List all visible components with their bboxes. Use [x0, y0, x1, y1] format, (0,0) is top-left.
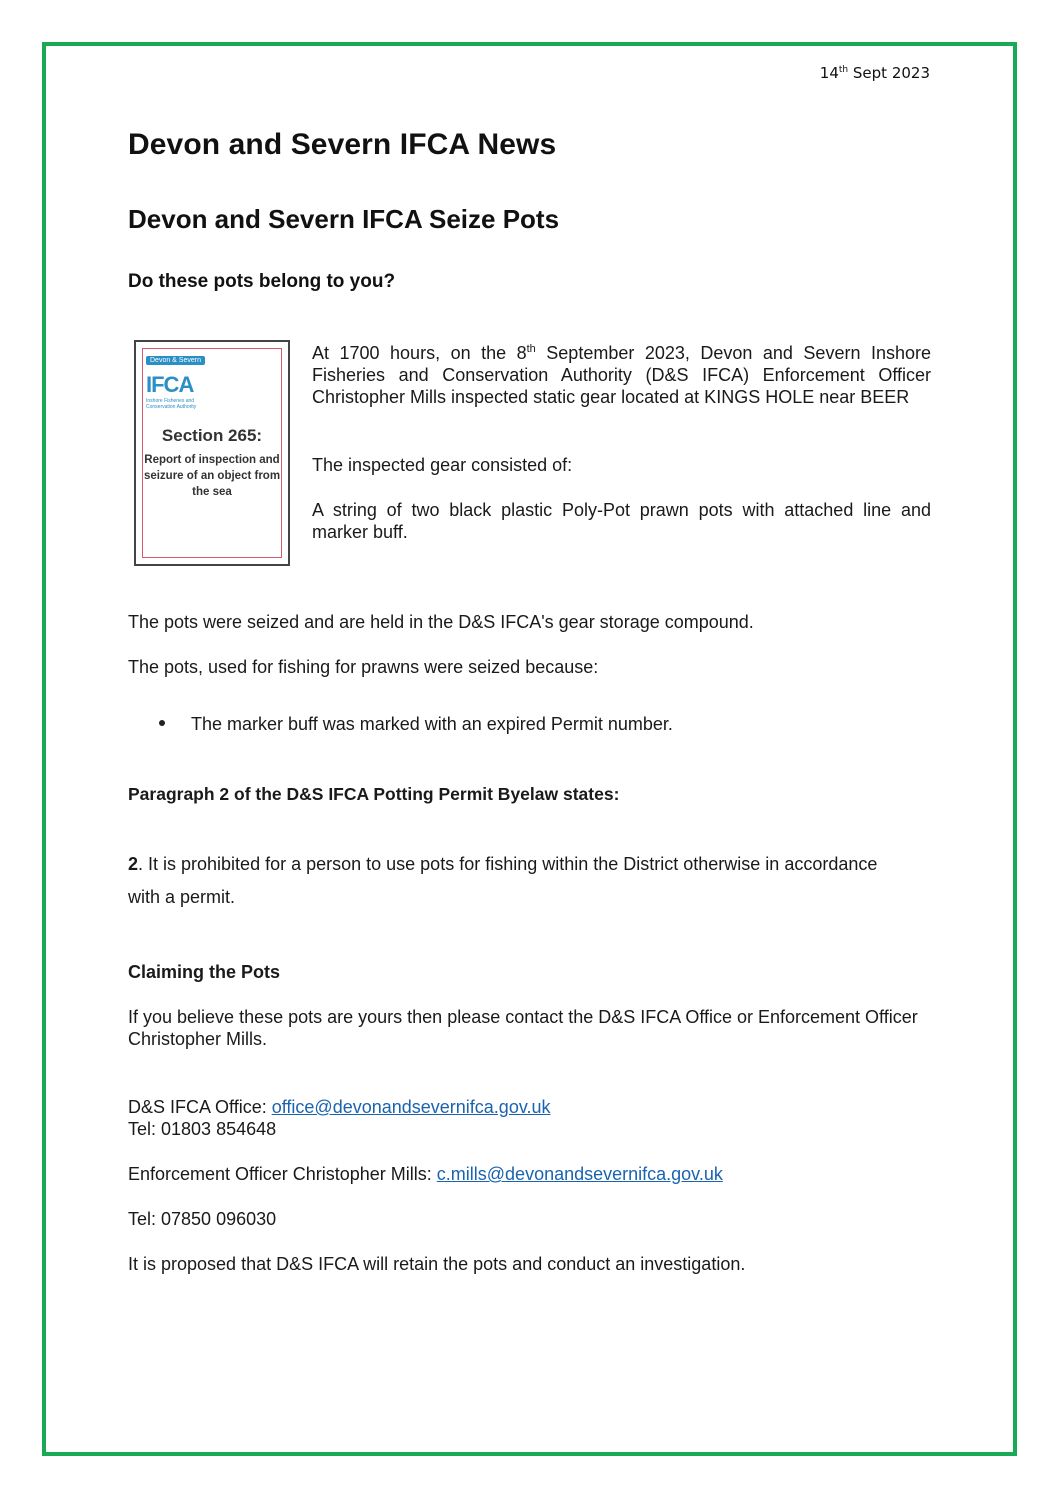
newsletter-title: Devon and Severn IFCA News: [128, 128, 557, 161]
office-email-link[interactable]: office@devonandsevernifca.gov.uk: [271, 1097, 551, 1117]
seizure-reason-item: The marker buff was marked with an expired Permit number.: [191, 714, 673, 734]
byelaw-number: 2: [128, 854, 139, 874]
claiming-text: If you believe these pots are yours then please contact the D&S IFCA Office or Enforcement Officer Christopher Mills.: [128, 1007, 918, 1049]
office-contact: [128, 1096, 551, 1140]
intro-paragraph: At 1700 hours, on the 8th September 2023, Devon and Severn Inshore Fisheries and Conservation Authority (D&S IFCA) Enforcement Officer Christopher Mills inspected static gear located at KINGS HOLE near BEER: [312, 343, 931, 407]
document-date: 14th Sept 2023: [819, 64, 930, 82]
officer-tel: Tel: 07850 096030: [128, 1209, 277, 1229]
officer-email-link[interactable]: c.mills@devonandsevernifca.gov.uk: [436, 1164, 723, 1184]
officer-contact: [128, 1163, 723, 1185]
seizure-reason-intro: The pots, used for fishing for prawns were seized because:: [128, 657, 599, 677]
closing-statement: It is proposed that D&S IFCA will retain the pots and conduct an investigation.: [128, 1254, 746, 1274]
claiming-heading: Claiming the Pots: [128, 962, 281, 982]
cover-tagline: Inshore Fisheries and Conservation Authority: [146, 398, 197, 410]
page-border: [42, 42, 1017, 1456]
gear-label: The inspected gear consisted of:: [312, 455, 573, 475]
article-question: Do these pots belong to you?: [128, 271, 396, 292]
ifca-logo: IFCA: [146, 372, 194, 397]
office-tel: Tel: 01803 854648: [128, 1119, 277, 1139]
report-cover-image: [134, 340, 290, 566]
byelaw-heading: Paragraph 2 of the D&S IFCA Potting Permit Byelaw states:: [128, 784, 620, 804]
byelaw-text: 2. It is prohibited for a person to use pots for fishing within the District otherwise in accordance with a permit.: [128, 854, 878, 907]
gear-description: A string of two black plastic Poly-Pot prawn pots with attached line and marker buff.: [312, 500, 931, 542]
cover-title: Section 265:: [161, 426, 263, 445]
article-headline: Devon and Severn IFCA Seize Pots: [128, 204, 560, 234]
bullet-icon: [159, 720, 165, 726]
cover-subtitle: Report of inspection and seizure of an object from the sea: [143, 454, 281, 498]
office-label: D&S IFCA Office:: [128, 1097, 272, 1117]
seizure-statement: The pots were seized and are held in the D&S IFCA's gear storage compound.: [128, 612, 754, 632]
officer-label: Enforcement Officer Christopher Mills:: [128, 1164, 437, 1184]
cover-brand-label: Devon & Severn: [146, 356, 205, 365]
